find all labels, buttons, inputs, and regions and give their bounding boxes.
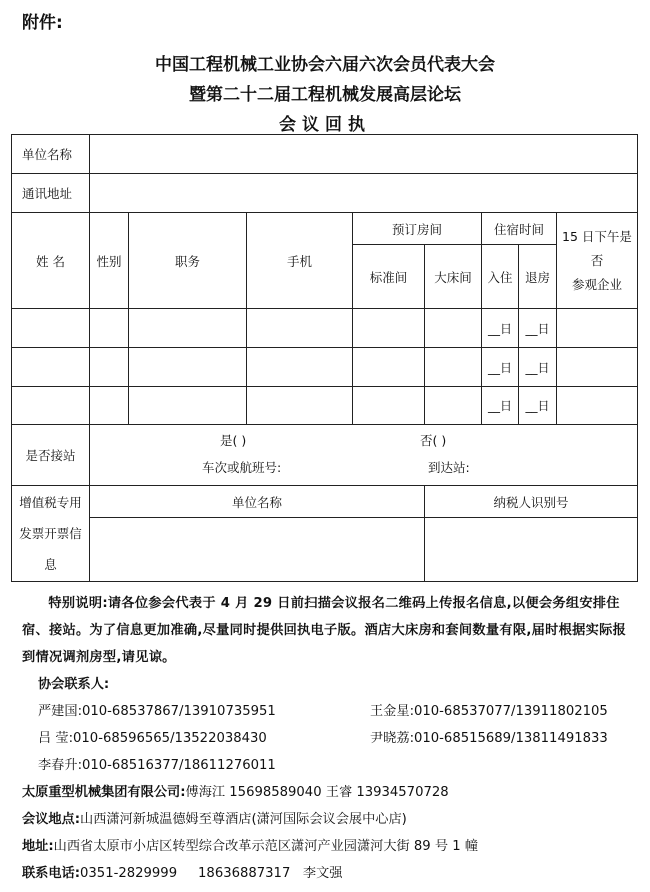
col-visit-line3: 参观企业: [571, 276, 622, 292]
vat-label-line2: 发票开票信: [19, 526, 82, 541]
contact-phone: :010-68537867/13910735951: [77, 704, 276, 719]
vat-label: [12, 486, 90, 582]
checkin-day[interactable]: __日: [482, 309, 519, 348]
attendee-visit-cell[interactable]: [557, 309, 638, 348]
title-line-2: 暨第二十二届工程机械发展高层论坛: [189, 85, 461, 105]
phone-row: [22, 860, 634, 887]
address-field[interactable]: [90, 174, 638, 213]
col-room-header: 预订房间: [353, 213, 482, 245]
contact-name: 吕 莹: [38, 731, 69, 746]
taiyuan-contacts: 傅海江 15698589040 王睿 13934570728: [185, 785, 449, 800]
attendee-position-cell[interactable]: [129, 309, 247, 348]
vat-unit-name-header: 单位名称: [90, 486, 425, 518]
col-room-standard: 标准间: [353, 245, 425, 309]
train-flight-label: 车次或航班号:: [202, 460, 282, 475]
checkout-day[interactable]: __日: [519, 348, 557, 387]
unit-name-field[interactable]: [90, 135, 638, 174]
col-position-header: 职务: [129, 213, 247, 309]
pickup-yes-option[interactable]: 是( ): [220, 433, 247, 448]
registration-form: [11, 134, 638, 582]
pickup-label: 是否接站: [12, 425, 90, 486]
taiyuan-label: 太原重型机械集团有限公司:: [22, 785, 186, 800]
form-title: 会议回执: [279, 115, 371, 135]
col-checkout: 退房: [519, 245, 557, 309]
col-name-header: 姓 名: [12, 213, 90, 309]
contact-phone: :010-68516377/18611276011: [77, 758, 276, 773]
vat-taxpayer-id-header: 纳税人识别号: [425, 486, 638, 518]
venue-row: [22, 806, 634, 833]
address-label: 通讯地址: [12, 174, 90, 213]
taiyuan-contacts-row: [22, 779, 634, 806]
unit-name-label: 单位名称: [12, 135, 90, 174]
col-gender-header: 性别: [90, 213, 129, 309]
col-phone-header: 手机: [247, 213, 353, 309]
attendee-row: [12, 387, 638, 425]
col-room-king: 大床间: [425, 245, 482, 309]
attendee-phone-cell[interactable]: [247, 387, 353, 425]
attendee-gender-cell[interactable]: [90, 348, 129, 387]
col-stay-header: 住宿时间: [482, 213, 557, 245]
contact-name: 李春升: [38, 758, 78, 773]
contact-name: 尹晓荔: [370, 731, 410, 746]
attendee-visit-cell[interactable]: [557, 387, 638, 425]
attendee-phone-cell[interactable]: [247, 348, 353, 387]
col-visit-line1: 15 日下午是: [562, 228, 632, 244]
attendee-position-cell[interactable]: [129, 387, 247, 425]
contact-row: [22, 725, 634, 752]
contact-phone: :010-68596565/13522038430: [68, 731, 267, 746]
attendee-king-cell[interactable]: [425, 387, 482, 425]
checkout-day[interactable]: __日: [519, 309, 557, 348]
attendee-standard-cell[interactable]: [353, 348, 425, 387]
attendee-standard-cell[interactable]: [353, 387, 425, 425]
attendee-king-cell[interactable]: [425, 348, 482, 387]
contact-phone: :010-68515689/13811491833: [409, 731, 608, 746]
attendee-phone-cell[interactable]: [247, 309, 353, 348]
col-visit-header: [557, 213, 638, 309]
vat-taxpayer-id-field[interactable]: [425, 518, 638, 582]
attendee-gender-cell[interactable]: [90, 309, 129, 348]
attendee-row: [12, 309, 638, 348]
venue-address-label: 地址:: [22, 839, 54, 854]
checkin-day[interactable]: __日: [482, 348, 519, 387]
contacts-title: 协会联系人:: [38, 677, 110, 692]
col-checkin: 入住: [482, 245, 519, 309]
phone-value: 0351-2829999 18636887317 李文强: [80, 866, 343, 881]
checkin-day[interactable]: __日: [482, 387, 519, 425]
vat-label-line1: 增值税专用: [19, 495, 82, 510]
col-visit-line2: 否: [590, 252, 604, 268]
pickup-no-option[interactable]: 否( ): [420, 433, 447, 448]
venue-address-value: 山西省太原市小店区转型综合改革示范区潇河产业园潇河大街 89 号 1 幢: [53, 839, 479, 854]
phone-label: 联系电话:: [22, 866, 81, 881]
venue-label: 会议地点:: [22, 812, 81, 827]
attachment-label: 附件:: [22, 13, 63, 33]
pickup-options: [90, 425, 638, 486]
address-row: [22, 833, 634, 860]
attendee-standard-cell[interactable]: [353, 309, 425, 348]
title-line-1: 中国工程机械工业协会六届六次会员代表大会: [155, 55, 495, 75]
venue-value: 山西潇河新城温德姆至尊酒店(潇河国际会议会展中心店): [80, 812, 407, 827]
attendee-name-cell[interactable]: [12, 348, 90, 387]
vat-unit-name-field[interactable]: [90, 518, 425, 582]
contact-name: 王金星: [370, 704, 410, 719]
contact-row: [22, 698, 634, 725]
notes-section: [22, 590, 634, 887]
attendee-visit-cell[interactable]: [557, 348, 638, 387]
attendee-gender-cell[interactable]: [90, 387, 129, 425]
contact-name: 严建国: [38, 704, 78, 719]
arrival-station-label: 到达站:: [428, 460, 470, 475]
attendee-row: [12, 348, 638, 387]
contact-row: [22, 752, 634, 779]
attendee-position-cell[interactable]: [129, 348, 247, 387]
contact-phone: :010-68537077/13911802105: [409, 704, 608, 719]
attendee-king-cell[interactable]: [425, 309, 482, 348]
special-note: 特别说明:请各位参会代表于 4 月 29 日前扫描会议报名二维码上传报名信息,以便会务组安排住宿、接站。为了信息更加准确,尽量同时提供回执电子版。酒店大床房和套间数量有限,届时根据实际报到情况调剂房型,请见谅。: [22, 596, 627, 665]
checkout-day[interactable]: __日: [519, 387, 557, 425]
attendee-name-cell[interactable]: [12, 387, 90, 425]
attendee-name-cell[interactable]: [12, 309, 90, 348]
vat-label-line3: 息: [44, 557, 57, 572]
